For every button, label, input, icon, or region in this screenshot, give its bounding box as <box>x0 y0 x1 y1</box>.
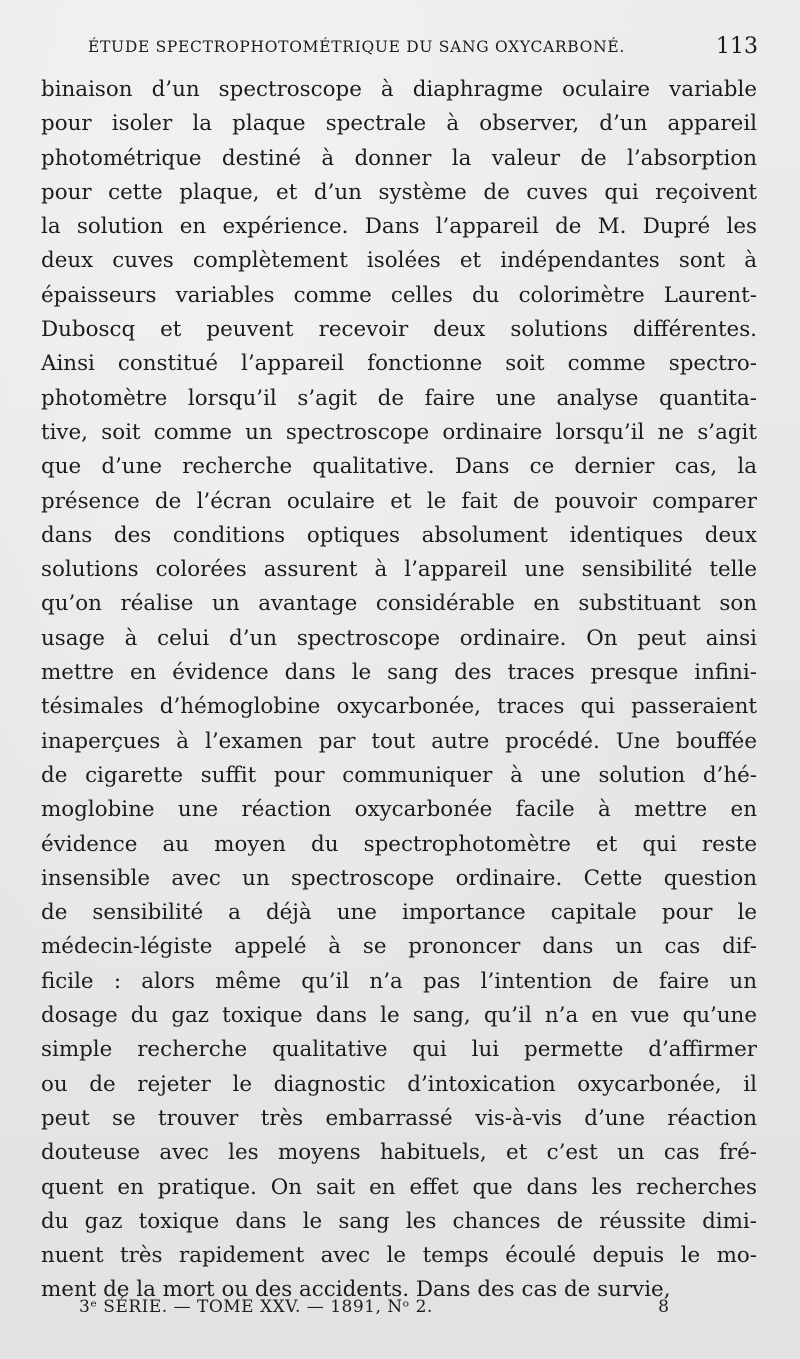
text-line: solutions colorées assurent à l’appareil une sensibilité telle <box>41 557 757 583</box>
text-line: nuent très rapidement avec le temps écoulé depuis le mo- <box>41 1243 757 1269</box>
text-line: inaperçues à l’examen par tout autre procédé. Une bouffée <box>41 728 757 754</box>
text-line: photométrique destiné à donner la valeur de l’absorption <box>41 145 757 171</box>
text-line: ficile : alors même qu’il n’a pas l’intention de faire un <box>41 968 757 994</box>
text-line: quent en pratique. On sait en effet que dans les recherches <box>41 1174 757 1200</box>
text-line: pour cette plaque, et d’un système de cuves qui reçoivent <box>41 179 757 205</box>
body-text <box>41 73 757 1308</box>
series-info: 3ᵉ SÉRIE. — TOME XXV. — 1891, Nᵒ 2. <box>79 1297 433 1317</box>
text-line: Ainsi constitué l’appareil fonctionne soit comme spectro- <box>41 351 757 377</box>
text-line: insensible avec un spectroscope ordinaire. Cette question <box>41 865 757 891</box>
page-header <box>88 34 758 64</box>
signature-mark: 8 <box>658 1297 669 1317</box>
text-line: la solution en expérience. Dans l’appareil de M. Dupré les <box>41 214 757 240</box>
text-line: tésimales d’hémoglobine oxycarbonée, traces qui passeraient <box>41 694 757 720</box>
running-title: ÉTUDE SPECTROPHOTOMÉTRIQUE DU SANG OXYCARBONÉ. <box>88 38 625 56</box>
text-line: moglobine une réaction oxycarbonée facile à mettre en <box>41 797 757 823</box>
text-line: peut se trouver très embarrassé vis-à-vis d’une réaction <box>41 1105 757 1131</box>
text-line: usage à celui d’un spectroscope ordinaire. On peut ainsi <box>41 625 757 651</box>
text-line: de sensibilité a déjà une importance capitale pour le <box>41 900 757 926</box>
text-line: de cigarette suffit pour communiquer à une solution d’hé- <box>41 762 757 788</box>
text-line: épaisseurs variables comme celles du colorimètre Laurent- <box>41 282 757 308</box>
text-line: dosage du gaz toxique dans le sang, qu’il n’a en vue qu’une <box>41 1003 757 1029</box>
text-line: mettre en évidence dans le sang des traces presque infini- <box>41 660 757 686</box>
text-line: Duboscq et peuvent recevoir deux solutions différentes. <box>41 317 757 343</box>
text-line: du gaz toxique dans le sang les chances de réussite dimi- <box>41 1208 757 1234</box>
text-line: que d’une recherche qualitative. Dans ce dernier cas, la <box>41 454 757 480</box>
text-line: tive, soit comme un spectroscope ordinaire lorsqu’il ne s’agit <box>41 419 757 445</box>
text-line: douteuse avec les moyens habituels, et c’est un cas fré- <box>41 1140 757 1166</box>
text-line: ou de rejeter le diagnostic d’intoxication oxycarbonée, il <box>41 1071 757 1097</box>
text-line: évidence au moyen du spectrophotomètre et qui reste <box>41 831 757 857</box>
page-number: 113 <box>716 34 758 59</box>
text-line: médecin-légiste appelé à se prononcer dans un cas dif- <box>41 934 757 960</box>
text-line: pour isoler la plaque spectrale à observer, d’un appareil <box>41 111 757 137</box>
text-line: simple recherche qualitative qui lui permette d’affirmer <box>41 1037 757 1063</box>
text-line: dans des conditions optiques absolument identiques deux <box>41 522 757 548</box>
page-footer <box>79 1297 679 1327</box>
text-line: photomètre lorsqu’il s’agit de faire une analyse quantita- <box>41 385 757 411</box>
text-line: ment de la mort ou des accidents. Dans des cas de survie, <box>41 1277 671 1303</box>
text-line: binaison d’un spectroscope à diaphragme oculaire variable <box>41 77 757 102</box>
text-line: présence de l’écran oculaire et le fait de pouvoir comparer <box>41 488 757 514</box>
text-line: qu’on réalise un avantage considérable en substituant son <box>41 591 757 617</box>
text-line: deux cuves complètement isolées et indépendantes sont à <box>41 248 757 274</box>
